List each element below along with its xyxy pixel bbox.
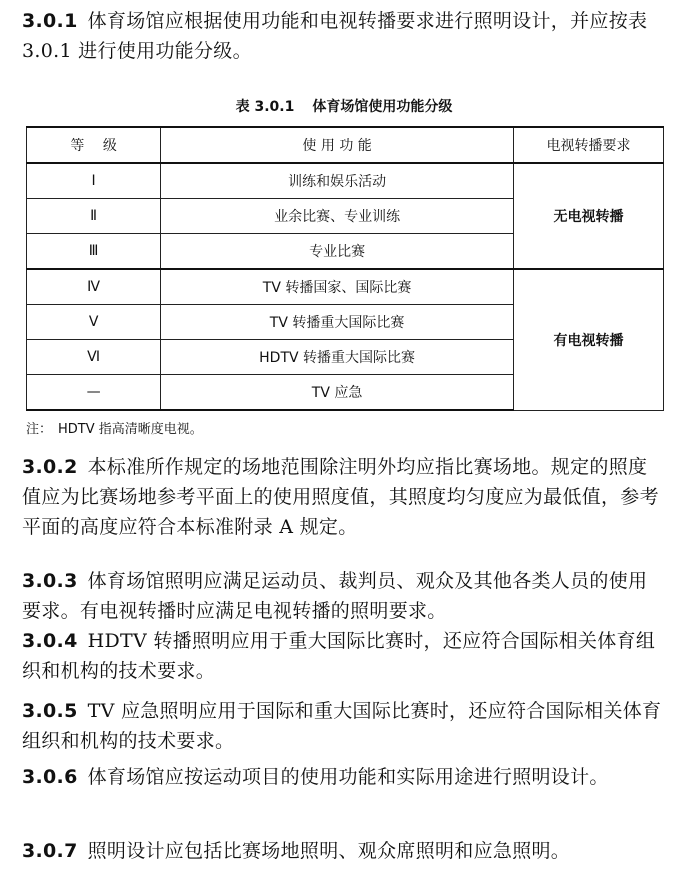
tv-cell-no-tv: 无电视转播 [513,163,663,269]
clause-number: 3.0.2 [22,456,78,478]
function-cell: TV 应急 [161,375,514,411]
function-cell: 专业比赛 [161,234,514,270]
clause-number: 3.0.6 [22,766,78,788]
function-grade-table [26,126,664,411]
table-note [26,418,203,437]
grade-cell: Ⅳ [27,269,161,305]
note-label: 注： [26,422,53,437]
clause-3-0-3 [22,566,666,626]
table-row [27,163,664,199]
function-cell: 训练和娱乐活动 [161,163,514,199]
clause-3-0-6 [22,762,666,792]
clause-3-0-4 [22,626,666,686]
grade-cell: Ⅰ [27,163,161,199]
clause-text: TV 应急照明应用于国际和重大国际比赛时，还应符合国际相关体育组织和机构的技术要求。 [22,700,662,752]
table-caption-number: 表 3.0.1 [235,99,295,115]
function-cell: 业余比赛、专业训练 [161,199,514,234]
clause-text: 照明设计应包括比赛场地照明、观众席照明和应急照明。 [87,840,571,862]
clause-number: 3.0.7 [22,840,78,862]
grade-cell: Ⅲ [27,234,161,270]
table-row [27,269,664,305]
clause-number: 3.0.1 [22,10,78,32]
header-grade: 等 级 [27,127,161,163]
function-cell: TV 转播国家、国际比赛 [161,269,514,305]
note-text: HDTV 指高清晰度电视。 [58,422,203,437]
grade-cell: Ⅵ [27,340,161,375]
table-caption [0,96,688,116]
clause-text: HDTV 转播照明应用于重大国际比赛时，还应符合国际相关体育组织和机构的技术要求。 [22,630,656,682]
grade-cell: Ⅱ [27,199,161,234]
clause-3-0-1 [22,6,666,66]
clause-3-0-7 [22,836,666,866]
clause-text: 体育场馆应根据使用功能和电视转播要求进行照明设计，并应按表 3.0.1 进行使用功能分级。 [22,10,648,62]
table-caption-title: 体育场馆使用功能分级 [312,99,453,115]
clause-number: 3.0.3 [22,570,78,592]
header-tv: 电视转播要求 [513,127,663,163]
clause-number: 3.0.5 [22,700,78,722]
clause-number: 3.0.4 [22,630,78,652]
function-cell: HDTV 转播重大国际比赛 [161,340,514,375]
clause-3-0-2 [22,452,666,542]
tv-cell-with-tv: 有电视转播 [513,269,663,410]
function-cell: TV 转播重大国际比赛 [161,305,514,340]
header-function: 使 用 功 能 [161,127,514,163]
clause-text: 体育场馆应按运动项目的使用功能和实际用途进行照明设计。 [87,766,609,788]
clause-text: 体育场馆照明应满足运动员、裁判员、观众及其他各类人员的使用要求。有电视转播时应满足电视转播的照明要求。 [22,570,648,622]
table-header-row [27,127,664,163]
clause-3-0-5 [22,696,666,756]
grade-cell: Ⅴ [27,305,161,340]
clause-text: 本标准所作规定的场地范围除注明外均应指比赛场地。规定的照度值应为比赛场地参考平面上的使用照度值，其照度均匀度应为最低值，参考平面的高度应符合本标准附录 A 规定。 [22,456,659,538]
grade-cell: — [27,375,161,411]
